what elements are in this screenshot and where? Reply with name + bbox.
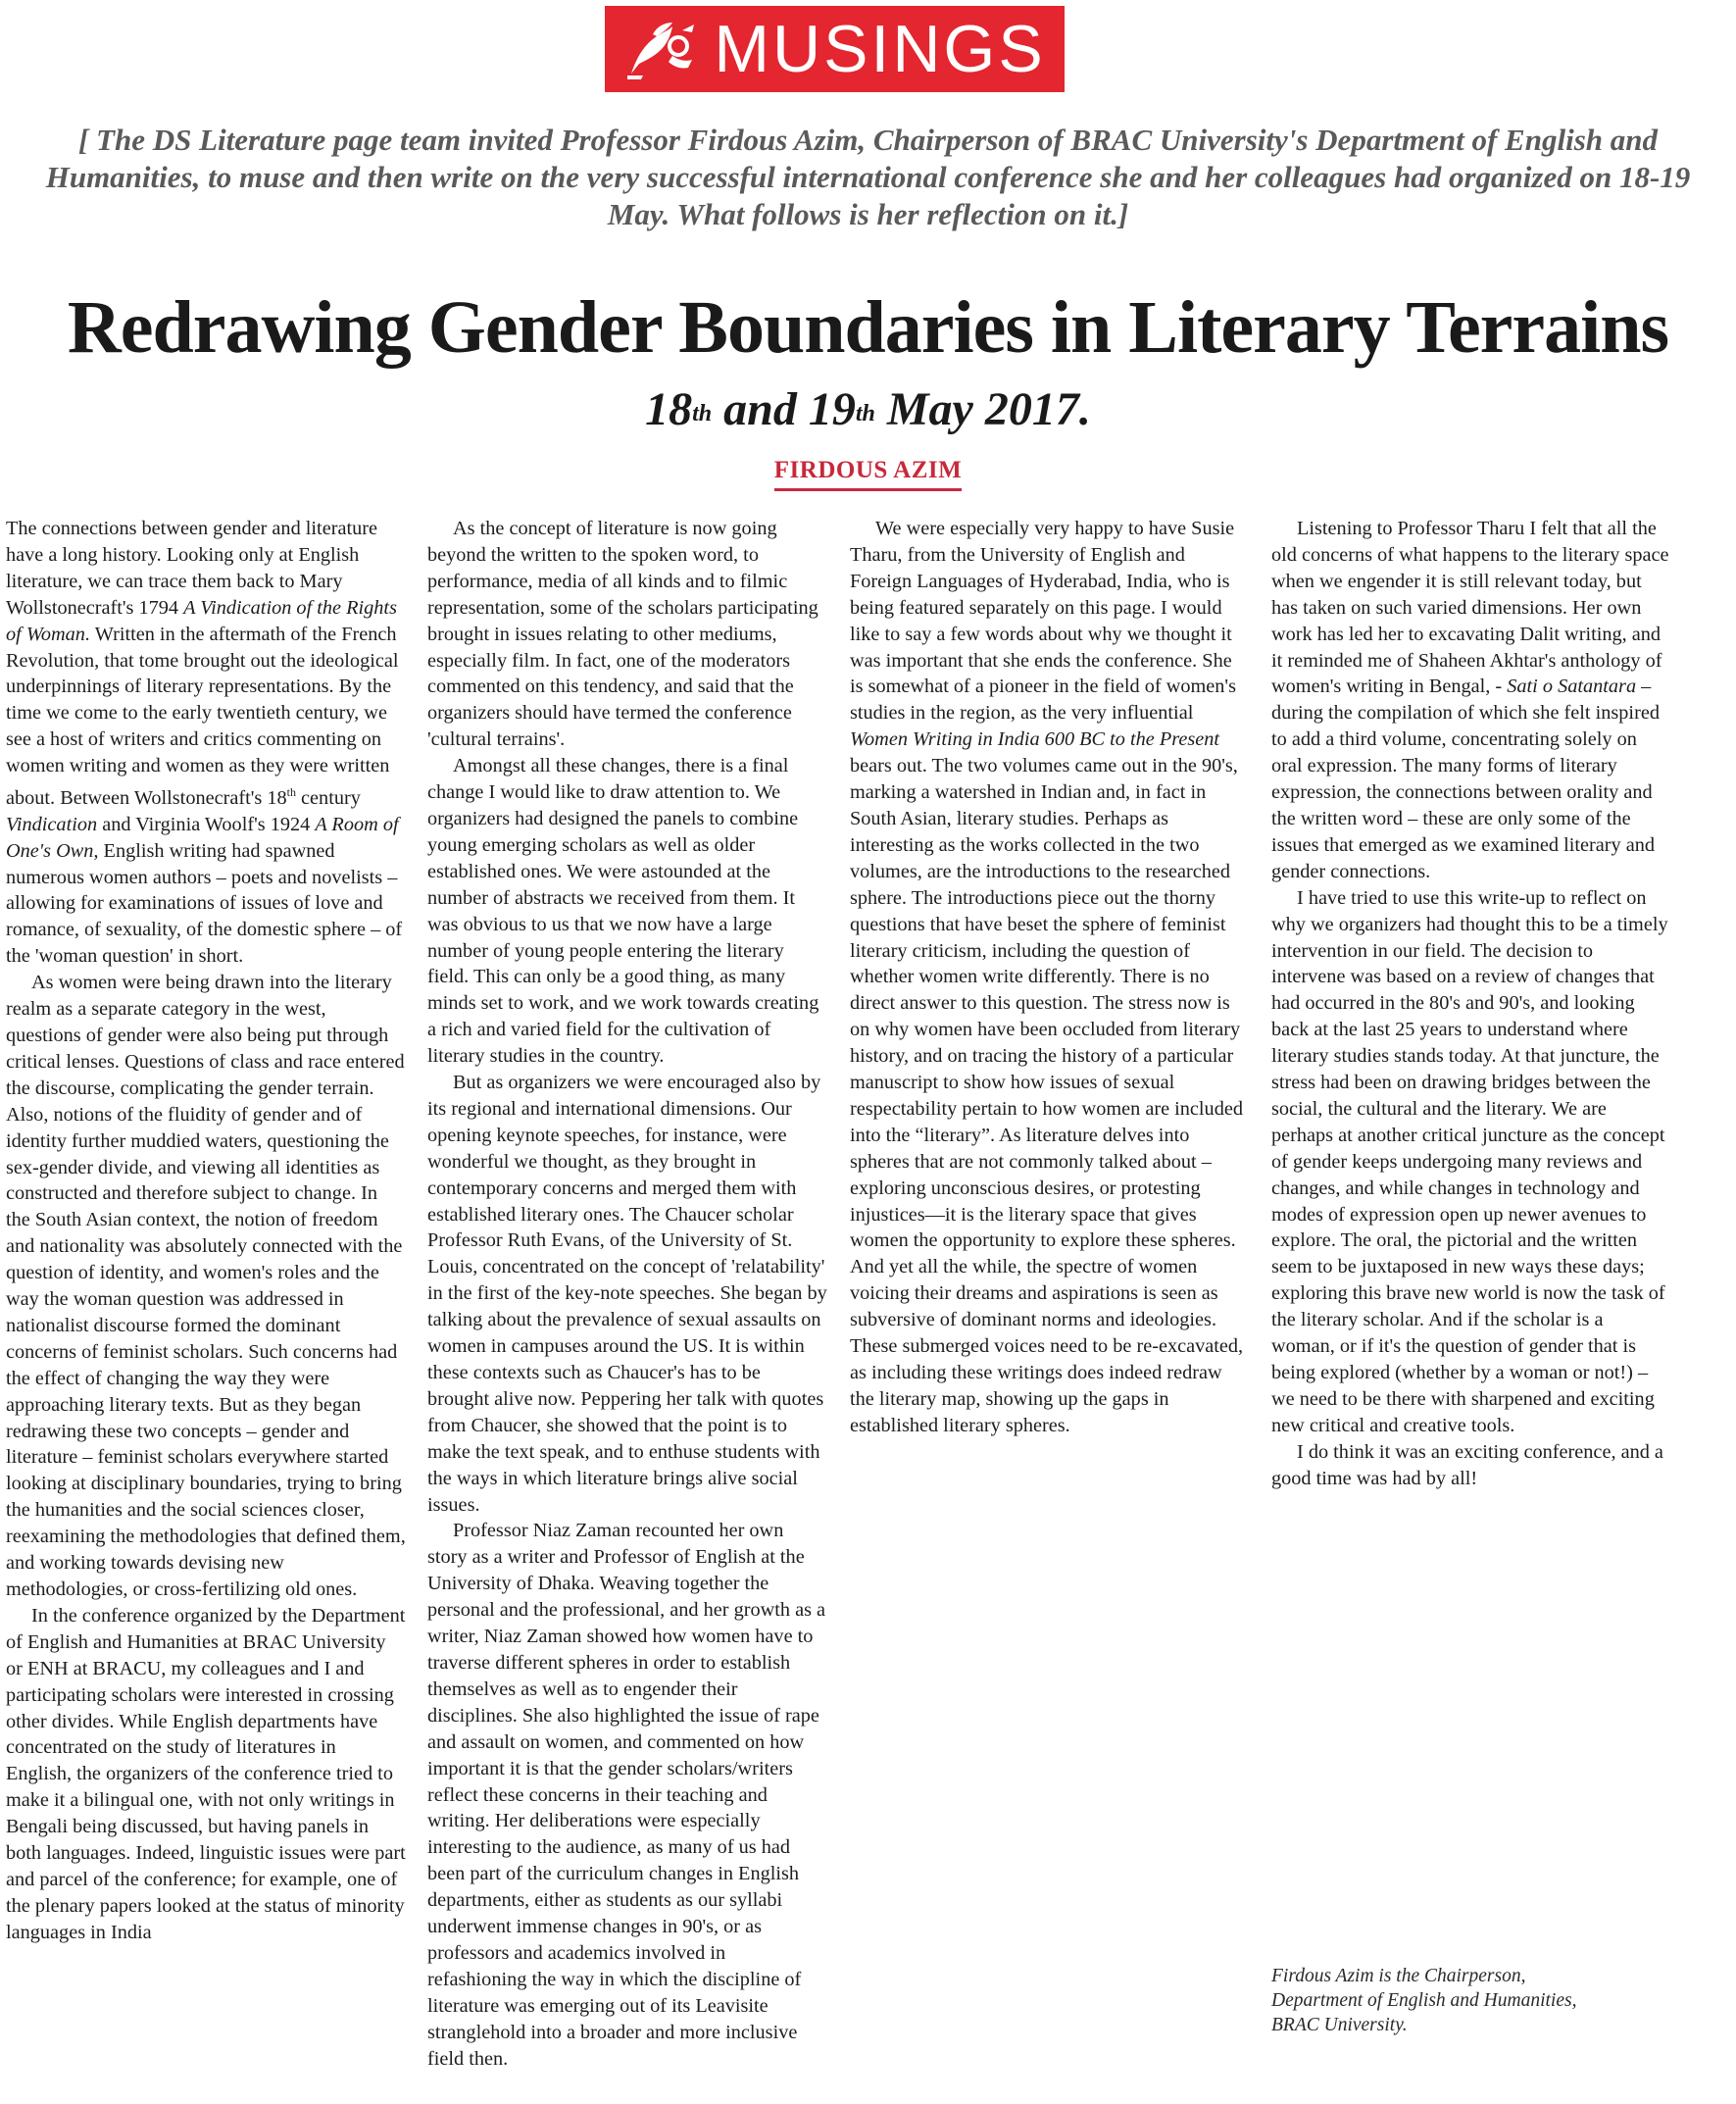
- paragraph-7: Professor Niaz Zaman recounted her own story as a writer and Professor of English at the University of Dhaka. Weaving together the personal and the professional, and her growth as a writer, Niaz Zaman showed how women have to traverse different spheres in order to establish themselves as well as to engender their disciplines. She also highlighted the issue of rape and assault on women, and commented on how important it is that the gender scholars/writers reflect these concerns in their teaching and writing. Her deliberations were especially interesting to the audience, as many of us had been part of the curriculum changes in English departments, either as students as our syllabi underwent immense changes in 90's, or as professors and academics involved in refashioning the way in which the discipline of literature was emerging out of its Leavisite stranglehold into a broader and more inclusive field then.: [427, 1520, 826, 2070]
- paragraph-3: In the conference organized by the Department of English and Humanities at BRAC University or ENH at BRACU, my colleagues and I and participating scholars were interested in crossing other divides. While English departments have concentrated on the study of literatures in English, the organizers of the conference tried to make it a bilingual one, with not only writings in Bengali being discussed, but having panels in both languages. Indeed, linguistic issues were part and parcel of the conference; for example, one of the plenary papers looked at the status of minority languages in India: [6, 1604, 406, 1943]
- paragraph-5: Amongst all these changes, there is a final change I would like to draw attention to. We organizers had designed the panels to combine young emerging scholars as well as older established ones. We were astounded at the number of abstracts we received from them. It was obvious to us that we now have a large number of young people entering the literary field. This can only be a good thing, as many minds set to work, and we work towards creating a rich and varied field for the cultivation of literary studies in the country.: [427, 755, 819, 1068]
- article-column-3: [850, 516, 1250, 2045]
- author-signature: [1271, 1964, 1683, 2037]
- article-column-4: [1271, 516, 1671, 1967]
- section-label: MUSINGS: [714, 12, 1046, 86]
- signature-line-2: Department of English and Humanities,: [1271, 1990, 1577, 2011]
- section-banner: [605, 6, 1065, 92]
- paragraph-4: As the concept of literature is now going beyond the written to the spoken word, to performance, media of all kinds and to filmic representation, some of the scholars participating brought in issues relating to other mediums, especially film. In fact, one of the moderators commented on this tendency, and said that the organizers should have termed the conference 'cultural terrains'.: [427, 518, 818, 751]
- article-column-2: [427, 516, 827, 2070]
- paragraph-10: I have tried to use this write-up to reflect on why we organizers had thought this to be a timely intervention in our field. The decision to intervene was based on a review of changes that had occurred in the 80's and 90's, and looking back at the last 25 years to understand where literary studies stands today. At that juncture, the stress had been on drawing bridges between the social, the cultural and the literary. We are perhaps at another critical juncture as the concept of gender keeps undergoing many reviews and changes, and while changes in technology and modes of expression open up newer avenues to explore. The oral, the pictorial and the written seem to be juxtaposed in new ways these days; exploring this brave new world is now the task of the literary scholar. And if the scholar is a woman, or if it's the question of gender that is being explored (whether by a woman or not!) – we need to be there with sharpened and exciting new critical and creative tools.: [1271, 886, 1668, 1436]
- date-rest: May 2017.: [874, 383, 1091, 435]
- writer-quill-icon: [623, 17, 700, 81]
- date-day-1: 18: [645, 383, 693, 435]
- date-day-2: 19: [808, 383, 856, 435]
- paragraph-1: The connections between gender and literature have a long history. Looking only at English literature, we can trace them back to Mary Wollstonecraft's 1794 A Vindication of the Rights of Woman. Written in the aftermath of the French Revolution, that tome brought out the ideological underpinnings of literary representations. By the time we come to the early twentieth century, we see a host of writers and critics commenting on women writing and women as they were written about. Between Wollstonecraft's 18th century Vindication and Virginia Woolf's 1924 A Room of One's Own, English writing had spawned numerous women authors – poets and novelists – allowing for examinations of issues of love and romance, of sexuality, of the domestic sphere – of the 'woman question' in short.: [6, 518, 403, 968]
- editor-intro: [ The DS Literature page team invited Professor Firdous Azim, Chairperson of BRAC University's Department of English and Humanities, to muse and then write on the very successful international conference she and her colleagues had organized on 18-19 May. What follows is her reflection on it.]: [45, 123, 1691, 231]
- date-suffix-1: th: [692, 401, 713, 426]
- paragraph-2: As women were being drawn into the literary realm as a separate category in the west, questions of gender were also being put through critical lenses. Questions of class and race entered the discourse, complicating the gender terrain. Also, notions of the fluidity of gender and of identity further muddied waters, questioning the sex-gender divide, and viewing all identities as constructed and therefore subject to change. In the South Asian context, the notion of freedom and nationality was absolutely connected with the question of identity, and women's roles and the way the woman question was addressed in nationalist discourse formed the dominant concerns of feminist scholars. Such concerns had the effect of changing the way they were approaching literary texts. But as they began redrawing these two concepts – gender and literature – feminist scholars everywhere started looking at disciplinary boundaries, trying to bring the humanities and the social sciences closer, reexamining the methodologies that defined them, and working towards devising new methodologies, or cross-fertilizing old ones.: [6, 972, 406, 1601]
- signature-line-1: Firdous Azim is the Chairperson,: [1271, 1966, 1526, 1986]
- paragraph-11: I do think it was an exciting conference, and a good time was had by all!: [1271, 1440, 1663, 1489]
- byline: [0, 457, 1736, 491]
- article-column-1: [6, 516, 406, 2045]
- author-name: FIRDOUS AZIM: [774, 457, 962, 491]
- paragraph-8: We were especially very happy to have Susie Tharu, from the University of English and Foreign Languages of Hyderabad, India, who is being featured separately on this page. I would like to say a few words about why we thought it was important that she ends the conference. She is somewhat of a pioneer in the field of women's studies in the region, as the very influential Women Writing in India 600 BC to the Present bears out. The two volumes came out in the 90's, marking a watershed in Indian and, in fact in South Asian, literary studies. Perhaps as interesting as the works collected in the two volumes, are the introductions to the researched sphere. The introductions piece out the thorny questions that have beset the sphere of feminist literary criticism, including the question of whether women write differently. There is no direct answer to this question. The stress now is on why women have been occluded from literary history, and on tracing the history of a particular manuscript to show how issues of sexual respectability pertain to how women are included into the “literary”. As literature delves into spheres that are not commonly talked about – exploring unconscious desires, or protesting injustices—it is the literary space that gives women the opportunity to explore these spheres. And yet all the while, the spectre of women voicing their dreams and aspirations is seen as subversive of dominant norms and ideologies. These submerged voices need to be re-excavated, as including these writings does indeed redraw the literary map, showing up the gaps in established literary spheres.: [850, 518, 1244, 1436]
- paragraph-6: But as organizers we were encouraged also by its regional and international dimensions. Our opening keynote speeches, for instance, were wonderful we thought, as they brought in contemporary concerns and merged them with established literary ones. The Chaucer scholar Professor Ruth Evans, of the University of St. Louis, concentrated on the concept of 'relatability' in the first of the key-note speeches. She began by talking about the prevalence of sexual assaults on women in campuses around the US. It is within these contexts such as Chaucer's has to be brought alive now. Peppering her talk with quotes from Chaucer, she showed that the point is to make the text speak, and to enthuse students with the ways in which literature brings alive social issues.: [427, 1072, 827, 1516]
- paragraph-9: Listening to Professor Tharu I felt that all the old concerns of what happens to the literary space when we engender it is still relevant today, but has taken on such varied dimensions. Her own work has led her to excavating Dalit writing, and it reminded me of Shaheen Akhtar's anthology of women's writing in Bengal, - Sati o Satantara – during the compilation of which she felt inspired to add a third volume, concentrating solely on oral expression. The many forms of literary expression, the connections between orality and the written word – these are only some of the issues that emerged as we examined literary and gender connections.: [1271, 518, 1669, 882]
- date-and: and: [712, 383, 809, 435]
- headline: Redrawing Gender Boundaries in Literary Terrains: [67, 286, 1669, 369]
- date-suffix-2: th: [855, 401, 875, 426]
- signature-line-3: BRAC University.: [1271, 2015, 1408, 2035]
- dateline: [0, 380, 1736, 439]
